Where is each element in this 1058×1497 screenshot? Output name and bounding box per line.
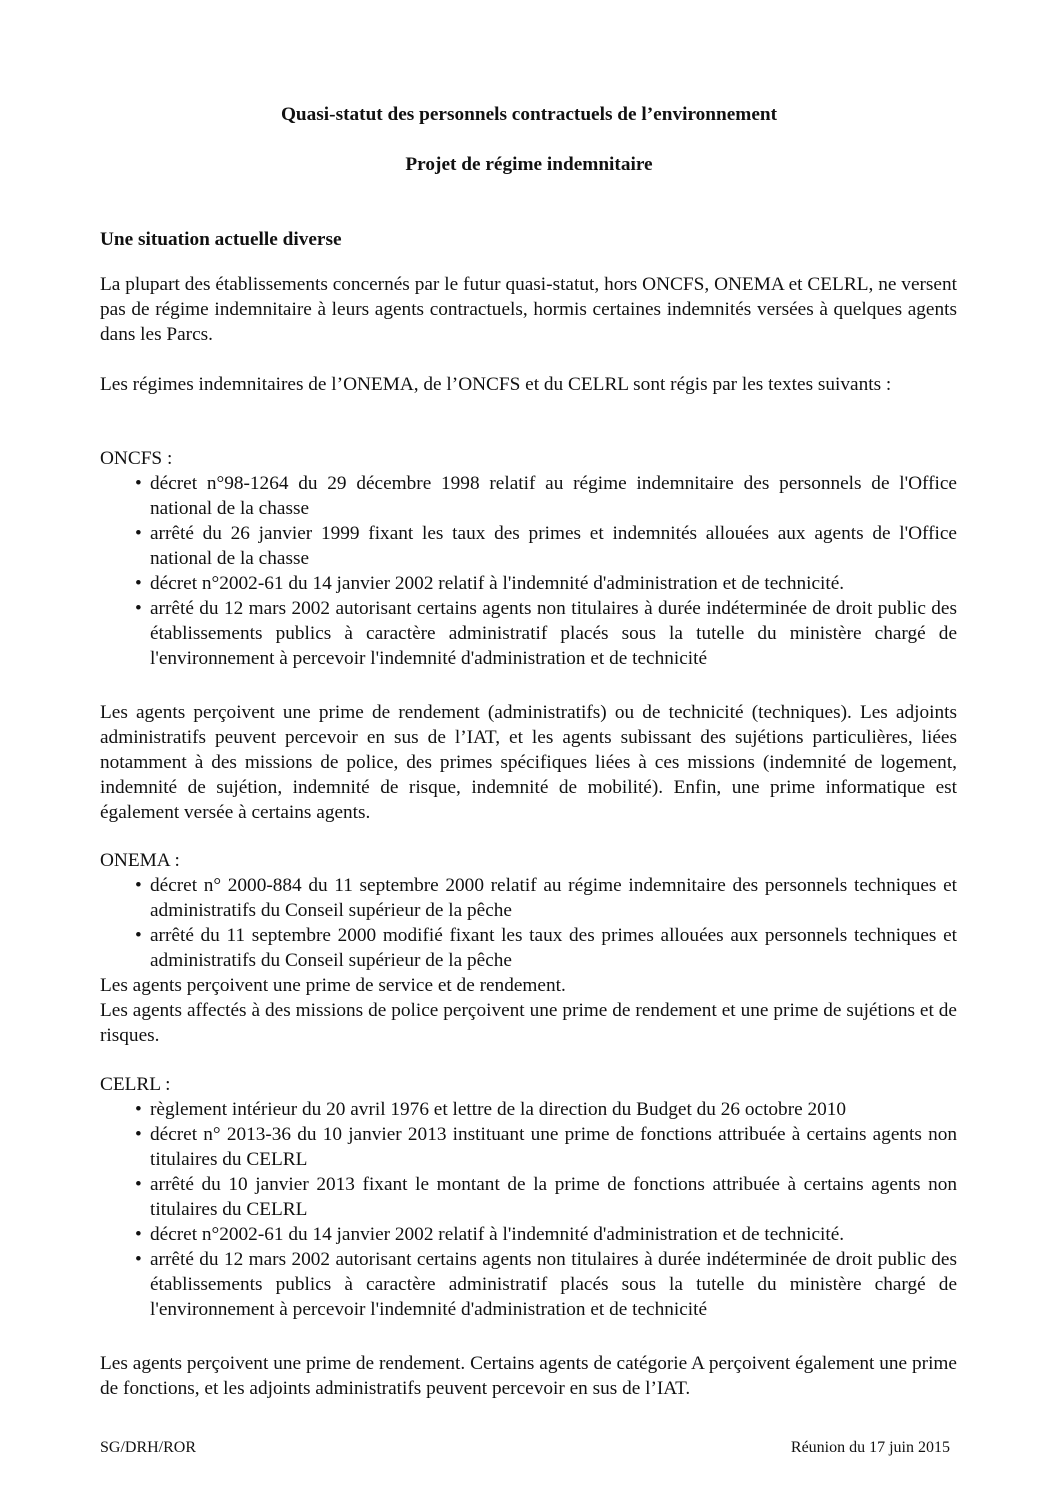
bullet-icon: • [135,523,142,544]
onema-line-1: Les agents perçoivent une prime de service et de rendement. [100,975,566,996]
texts-paragraph: Les régimes indemnitaires de l’ONEMA, de l’ONCFS et du CELRL sont régis par les textes suivants : [100,374,892,395]
bullet-icon: • [135,925,142,946]
oncfs-label: ONCFS : [100,448,173,469]
list-item: • décret n° 2013-36 du 10 janvier 2013 instituant une prime de fonctions attribuée à certains agents non titulaires du CELRL [135,1124,957,1170]
list-item: • arrêté du 12 mars 2002 autorisant certains agents non titulaires à durée indéterminée de droit public des établissements publics à caractère administratif placés sous la tutelle du ministère chargé de l'environnement à percevoir l'indemnité d'administration et de technicité [135,598,957,669]
list-item: • arrêté du 26 janvier 1999 fixant les taux des primes et indemnités allouées aux agents de l'Office national de la chasse [135,523,957,569]
list-item: • décret n°98-1264 du 29 décembre 1998 relatif au régime indemnitaire des personnels de l'Office national de la chasse [135,473,957,519]
bullet-icon: • [135,473,142,494]
bullet-icon: • [135,1174,142,1195]
bullet-icon: • [135,1249,142,1270]
bullet-icon: • [135,573,142,594]
oncfs-paragraph: Les agents perçoivent une prime de rendement (administratifs) ou de technicité (techniques). Les adjoints administratifs peuvent percevoir en sus de l’IAT, et les agents subissant des sujétions particulières, liées notamment à des missions de police, des primes spécifiques liées à ces missions (indemnité de logement, indemnité de sujétion, indemnité de risque, indemnité de mobilité). Enfin, une prime informatique est également versée à certains agents. [100,702,957,823]
onema-list [100,873,957,973]
bullet-icon: • [135,875,142,896]
list-item: • arrêté du 11 septembre 2000 modifié fixant les taux des primes allouées aux personnels techniques et administratifs du Conseil supérieur de la pêche [135,925,957,971]
list-item: • décret n° 2000-884 du 11 septembre 2000 relatif au régime indemnitaire des personnels techniques et administratifs du Conseil supérieur de la pêche [135,875,957,921]
oncfs-section [100,446,957,671]
intro-paragraph: La plupart des établissements concernés par le futur quasi-statut, hors ONCFS, ONEMA et CELRL, ne versent pas de régime indemnitaire à leurs agents contractuels, hormis certaines indemnités versées à quelques agents dans les Parcs. [100,274,957,345]
bullet-icon: • [135,1224,142,1245]
onema-label: ONEMA : [100,850,180,871]
bullet-icon: • [135,598,142,619]
document-title: Quasi-statut des personnels contractuels de l’environnement [280,104,778,125]
onema-section [100,848,957,1048]
list-item: • règlement intérieur du 20 avril 1976 et lettre de la direction du Budget du 26 octobre 2010 [135,1099,847,1120]
celrl-list [100,1097,957,1322]
celrl-section [100,1072,957,1322]
list-item: • arrêté du 12 mars 2002 autorisant certains agents non titulaires à durée indéterminée de droit public des établissements publics à caractère administratif placés sous la tutelle du ministère chargé de l'environnement à percevoir l'indemnité d'administration et de technicité [135,1249,957,1320]
footer-reference: SG/DRH/ROR [100,1439,197,1456]
list-item: • arrêté du 10 janvier 2013 fixant le montant de la prime de fonctions attribuée à certains agents non titulaires du CELRL [135,1174,957,1220]
bullet-icon: • [135,1099,142,1120]
footer-meeting-date: Réunion du 17 juin 2015 [790,1439,950,1456]
celrl-paragraph: Les agents perçoivent une prime de rendement. Certains agents de catégorie A perçoivent également une prime de fonctions, et les adjoints administratifs peuvent percevoir en sus de l’IAT. [100,1353,957,1399]
oncfs-list [100,471,957,671]
onema-line-2: Les agents affectés à des missions de police perçoivent une prime de rendement et une prime de sujétions et de risques. [100,1000,957,1046]
celrl-label: CELRL : [100,1074,171,1095]
section-heading: Une situation actuelle diverse [100,229,342,250]
list-item: • décret n°2002-61 du 14 janvier 2002 relatif à l'indemnité d'administration et de technicité. [135,573,845,594]
bullet-icon: • [135,1124,142,1145]
list-item: • décret n°2002-61 du 14 janvier 2002 relatif à l'indemnité d'administration et de technicité. [135,1224,845,1245]
document-subtitle: Projet de régime indemnitaire [405,154,653,175]
